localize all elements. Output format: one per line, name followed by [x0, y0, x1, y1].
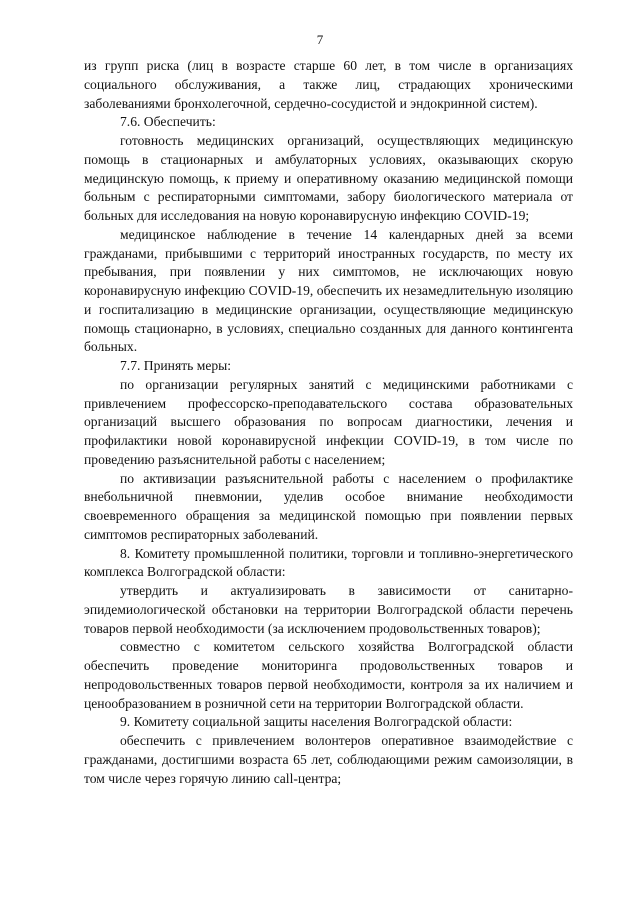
- document-body: [84, 57, 573, 788]
- item-9-heading: 9. Комитету социальной защиты населения Волгоградской области:: [120, 714, 513, 730]
- paragraph-risk-groups: из групп риска (лиц в возрасте старше 60 лет, в том числе в организациях социального обслуживания, а также лиц, страдающих хроническими заболеваниями бронхолегочной, сердечно-сосудистой и эндокринной систем).: [84, 58, 573, 111]
- item-7-7-heading: 7.7. Принять меры:: [120, 358, 232, 373]
- paragraph-monitoring: совместно с комитетом сельского хозяйства Волгоградской области обеспечить проведение мониторинга продовольственных товаров и непродовольственных товаров первой необходимости, контроля за их наличием и ценообразованием в розничной сети на территории Волгоградской области.: [84, 639, 573, 711]
- paragraph-goods-list: утвердить и актуализировать в зависимости от санитарно-эпидемиологической обстановки на территории Волгоградской области перечень товаров первой необходимости (за исключением продовольственных товаров);: [84, 583, 573, 636]
- item-7-6-heading: 7.6. Обеспечить:: [120, 114, 216, 130]
- paragraph-training: по организации регулярных занятий с медицинскими работниками с привлечением профессорско-преподавательского состава образовательных организаций высшего образования по вопросам диагностики, лечения и профилактики новой коронавирусной инфекции COVID-19, в том числе по проведению разъяснительной работы с населением;: [84, 376, 573, 467]
- item-8-heading: 8. Комитету промышленной политики, торговли и топливно-энергетического комплекса Волгоградской области:: [84, 545, 573, 580]
- paragraph-outreach: по активизации разъяснительной работы с населением о профилактике внебольничной пневмонии, уделив особое внимание необходимости своевременного обращения за медицинской помощью при появлении первых симптомов респираторных заболеваний.: [84, 470, 573, 542]
- page-number: 7: [316, 32, 324, 47]
- paragraph-volunteers: обеспечить с привлечением волонтеров оперативное взаимодействие с гражданами, достигшими возраста 65 лет, соблюдающими режим самоизоляции, в том числе через горячую линию call-центра;: [84, 733, 573, 786]
- paragraph-readiness: готовность медицинских организаций, осуществляющих медицинскую помощь в стационарных и амбулаторных условиях, оказывающих скорую медицинскую помощь, к приему и оперативному оказанию медицинской помощи больным с респираторными симптомами, забору биологического материала от больных для исследования на новую коронавирусную инфекцию COVID-19;: [84, 133, 573, 223]
- paragraph-medical-observation: медицинское наблюдение в течение 14 календарных дней за всеми гражданами, прибывшими с территорий иностранных государств, по месту их пребывания, при появлении у них симптомов, не исключающих новую коронавирусную инфекцию COVID-19, обеспечить их незамедлительную изоляцию и госпитализацию в медицинские организации, осуществляющие медицинскую помощь стационарно, в условиях, специально созданных для данного контингента больных.: [84, 226, 573, 355]
